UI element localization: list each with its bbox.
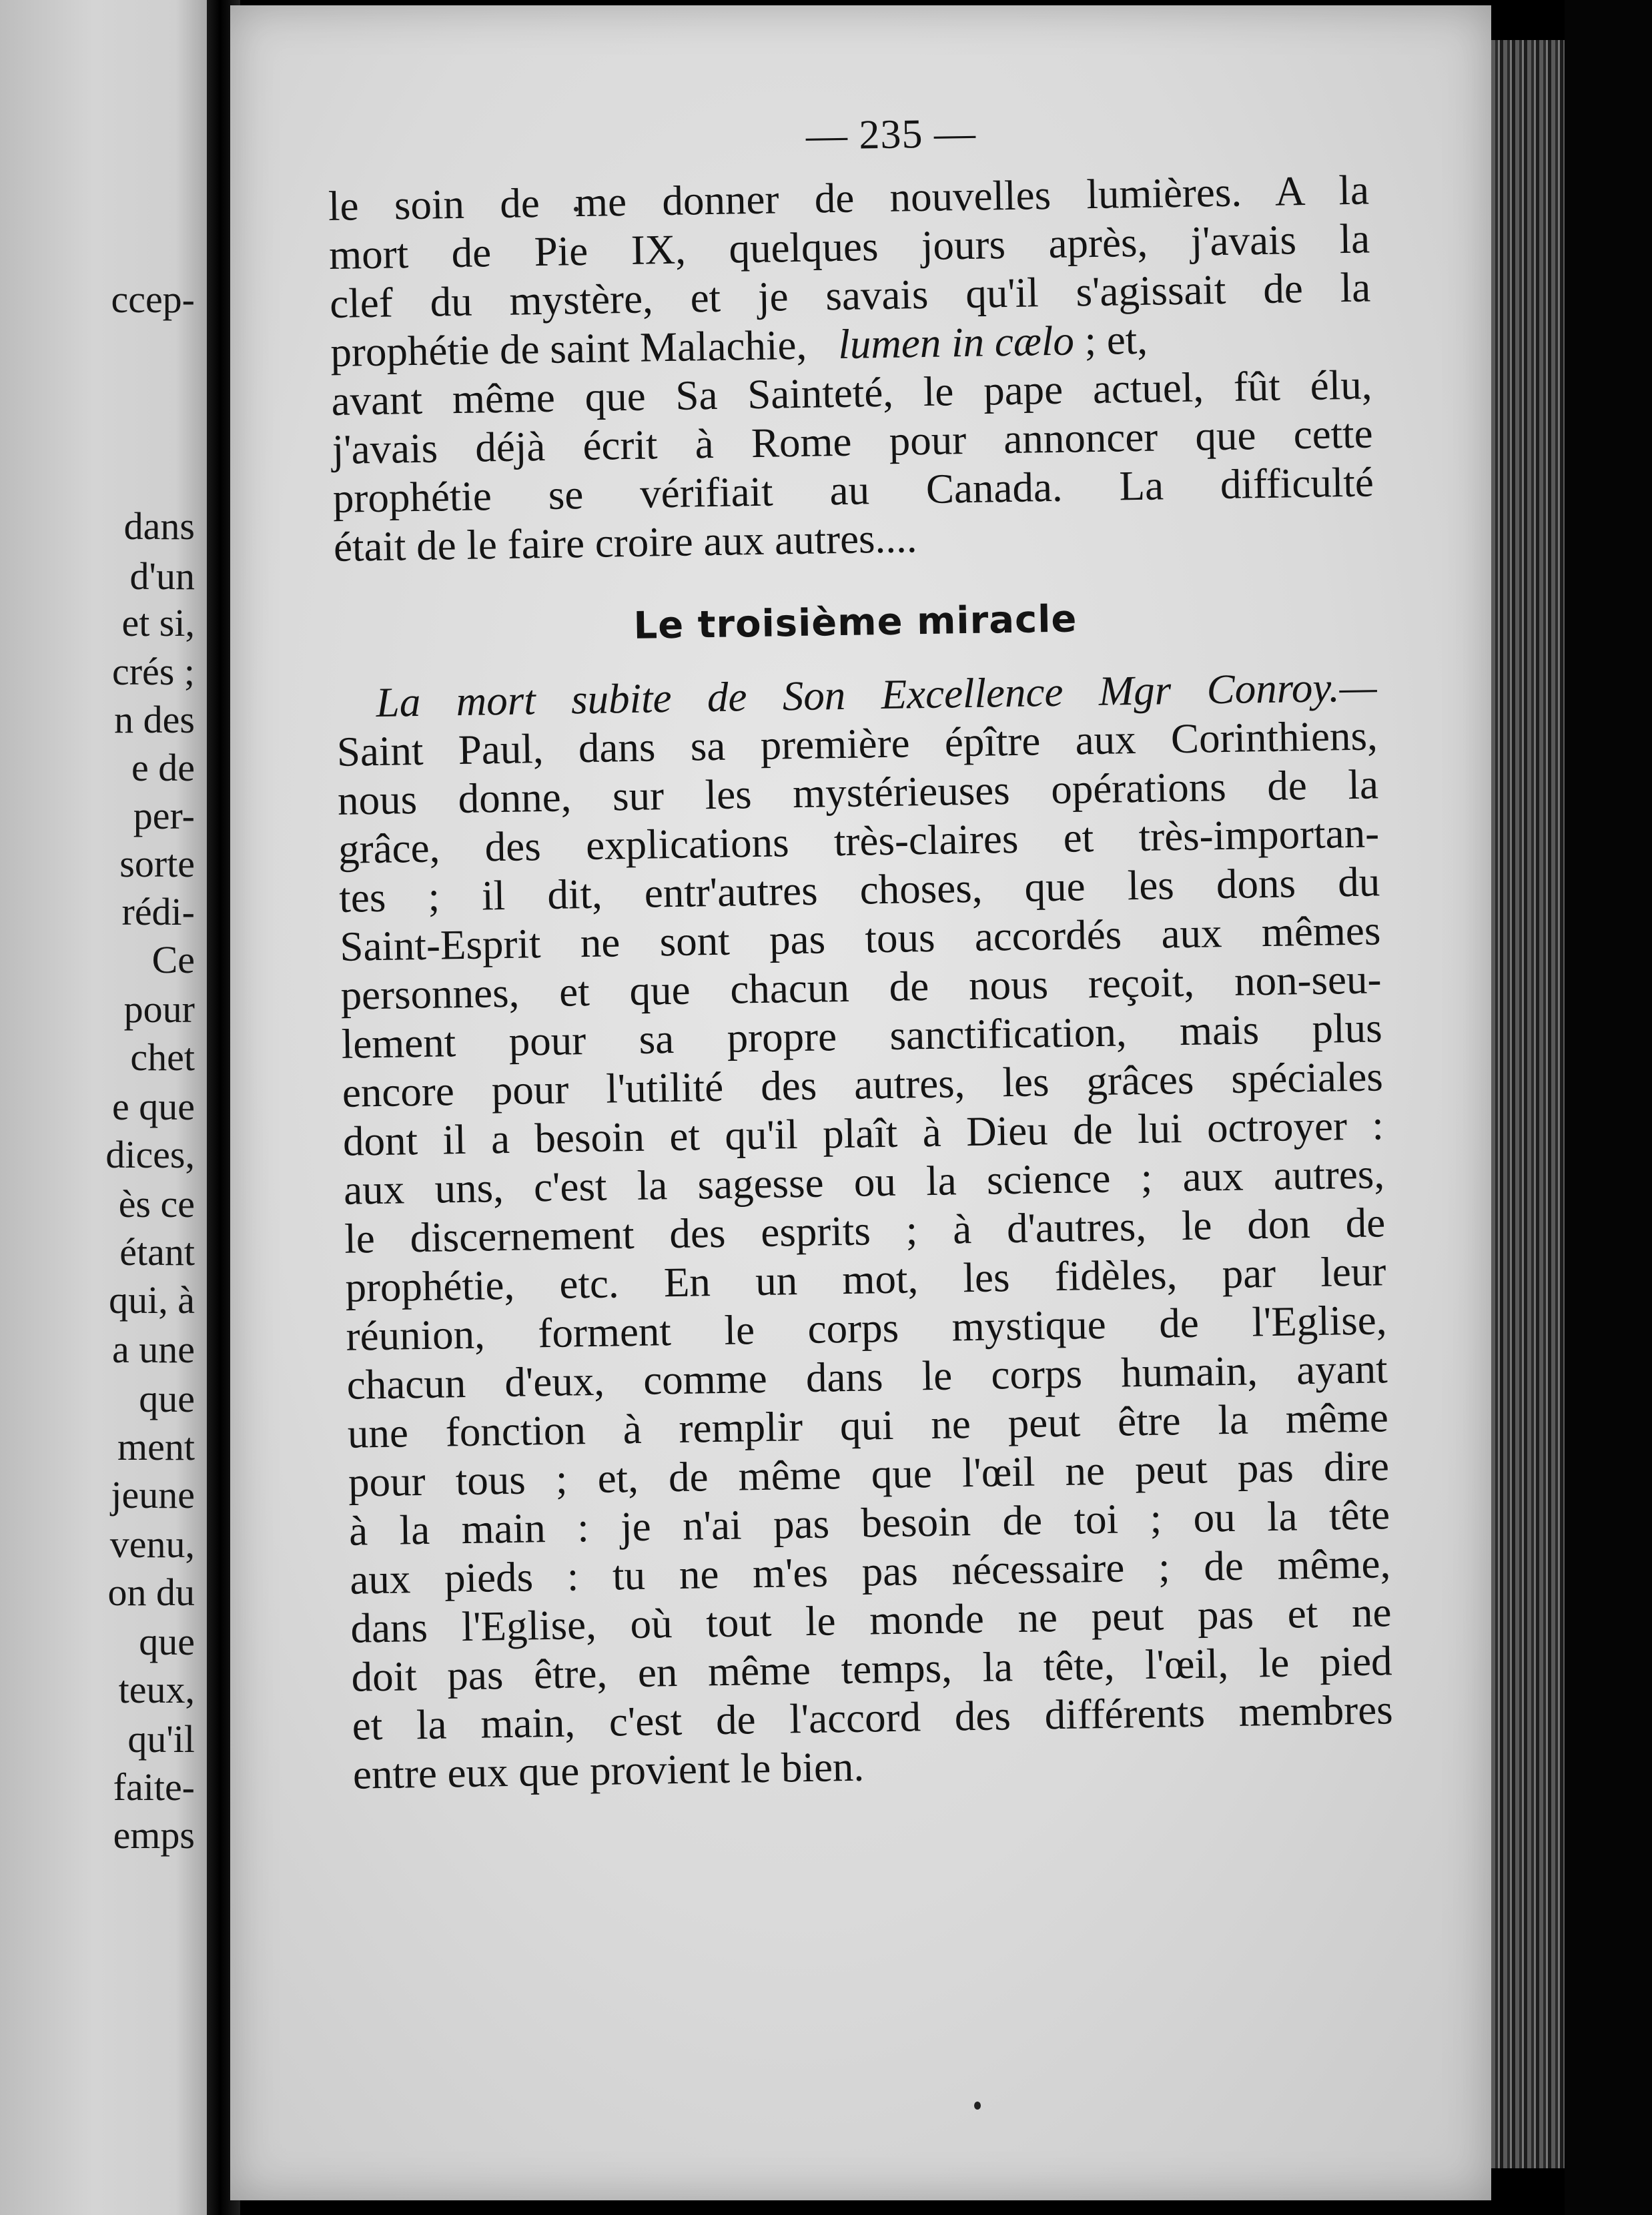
left-page-fragment: qui, à [109, 1278, 195, 1322]
text-line: avant même que Sa Sainteté, le pape actuel, fût élu, [331, 361, 1372, 424]
left-page-fragment: que [139, 1377, 195, 1420]
left-page-fragment: on du [107, 1571, 195, 1614]
text-line: lement pour sa propre sanctification, mais plus [341, 1004, 1383, 1067]
text-line: clef du mystère, et je savais qu'il s'agissait de la [329, 264, 1371, 327]
left-page-fragment: e de [131, 746, 195, 789]
text-line: personnes, et que chacun de nous reçoit, non-seu- [340, 955, 1382, 1019]
text-line: prophétie, etc. En un mot, les fidèles, par leur [344, 1248, 1386, 1311]
left-page-fragment: chet [130, 1035, 195, 1079]
left-page-fragment: n des [114, 698, 195, 741]
left-page-fragment: dices, [105, 1133, 195, 1176]
text-line: le soin de me donner de nouvelles lumières. A la [328, 166, 1370, 230]
text-line: une fonction à remplir qui ne peut être la même [347, 1394, 1389, 1457]
text-line: j'avais déjà écrit à Rome pour annoncer que cette [332, 410, 1374, 473]
left-page-fragment: qu'il [127, 1717, 195, 1761]
text-segment: ; et, [1074, 316, 1148, 364]
left-facing-page [0, 0, 207, 2215]
text-line: Saint Paul, dans sa première épître aux Corinthiens, [336, 712, 1378, 775]
left-page-fragment: teux, [118, 1668, 195, 1711]
left-page-fragment: ès ce [118, 1182, 195, 1226]
left-page-fragment: venu, [109, 1522, 195, 1566]
left-page-fragment: que [139, 1620, 195, 1663]
left-page-fragment: faite- [113, 1765, 195, 1809]
left-page-fragment: Ce [151, 938, 195, 981]
left-page-fragment: e que [112, 1085, 195, 1128]
left-page-fragment: étant [119, 1230, 195, 1274]
text-line: grâce, des explications très-claires et très-importan- [338, 809, 1380, 873]
text-line: était de le faire croire aux autres.... [333, 514, 918, 570]
left-page-fragment: et si, [121, 601, 195, 644]
page-edges [1491, 40, 1565, 2168]
text-line: tes ; il dit, entr'autres choses, que les dons du [338, 858, 1380, 921]
text-line: mort de Pie IX, quelques jours après, j'avais la [328, 215, 1370, 278]
paragraph-lead: La mort subite de Son Excellence Mgr Conroy.— [376, 663, 1378, 726]
text-line: doit pas être, en même temps, la tête, l'œil, le pied [351, 1637, 1393, 1701]
paragraph-miracle [336, 662, 1394, 1799]
left-page-fragment: rédi- [121, 890, 195, 933]
section-heading: Le troisième miracle [633, 597, 1078, 648]
text-line: dans l'Eglise, où tout le monde ne peut pas et ne [350, 1589, 1392, 1652]
page-number: — 235 — [805, 110, 977, 159]
text-line: nous donne, sur les mystérieuses opérations de la [337, 761, 1379, 824]
left-page-fragment: emps [113, 1813, 195, 1857]
text-line: chacun d'eux, comme dans le corps humain, ayant [346, 1345, 1388, 1408]
book-cover-edge [1565, 0, 1652, 2215]
left-page-fragment: ment [117, 1425, 195, 1468]
text-line: Saint-Esprit ne sont pas tous accordés aux mêmes [339, 907, 1381, 970]
left-page-fragment: dans [123, 504, 195, 548]
paragraph-continued [328, 165, 1374, 571]
text-line: encore pour l'utilité des autres, les grâces spéciales [342, 1053, 1384, 1116]
text-line: et la main, c'est de l'accord des différents membres [352, 1686, 1394, 1749]
left-page-fragment: per- [133, 794, 195, 837]
text-line: réunion, forment le corps mystique de l'Eglise, [346, 1296, 1387, 1360]
text-line: aux pieds : tu ne m'es pas nécessaire ; de même, [349, 1540, 1391, 1603]
left-page-fragment: jeune [111, 1473, 195, 1516]
text-line: le discernement des esprits ; à d'autres, le don de [344, 1199, 1386, 1262]
left-page-fragment: sorte [119, 842, 195, 885]
text-segment: prophétie de saint Malachie, [330, 321, 807, 376]
page-text-block [327, 103, 1394, 1799]
left-page-fragment: ccep- [111, 278, 195, 321]
print-speck [974, 2102, 981, 2110]
text-line: à la main : je n'ai pas besoin de toi ; ou la tête [348, 1491, 1390, 1555]
left-page-fragment: crés ; [112, 650, 195, 693]
text-line: dont il a besoin et qu'il plaît à Dieu de lui octroyer : [342, 1101, 1384, 1165]
left-page-fragment: a une [112, 1328, 195, 1371]
text-line: entre eux que provient le bien. [352, 1743, 865, 1798]
left-page-fragment: d'un [129, 554, 195, 598]
text-line: aux uns, c'est la sagesse ou la science ; aux autres, [343, 1150, 1385, 1214]
text-line: pour tous ; et, de même que l'œil ne peut pas dire [348, 1442, 1390, 1506]
text-line: prophétie se vérifiait au Canada. La difficulté [332, 458, 1374, 522]
latin-motto: lumen in cælo [837, 317, 1075, 368]
left-page-fragment: pour [123, 987, 195, 1031]
